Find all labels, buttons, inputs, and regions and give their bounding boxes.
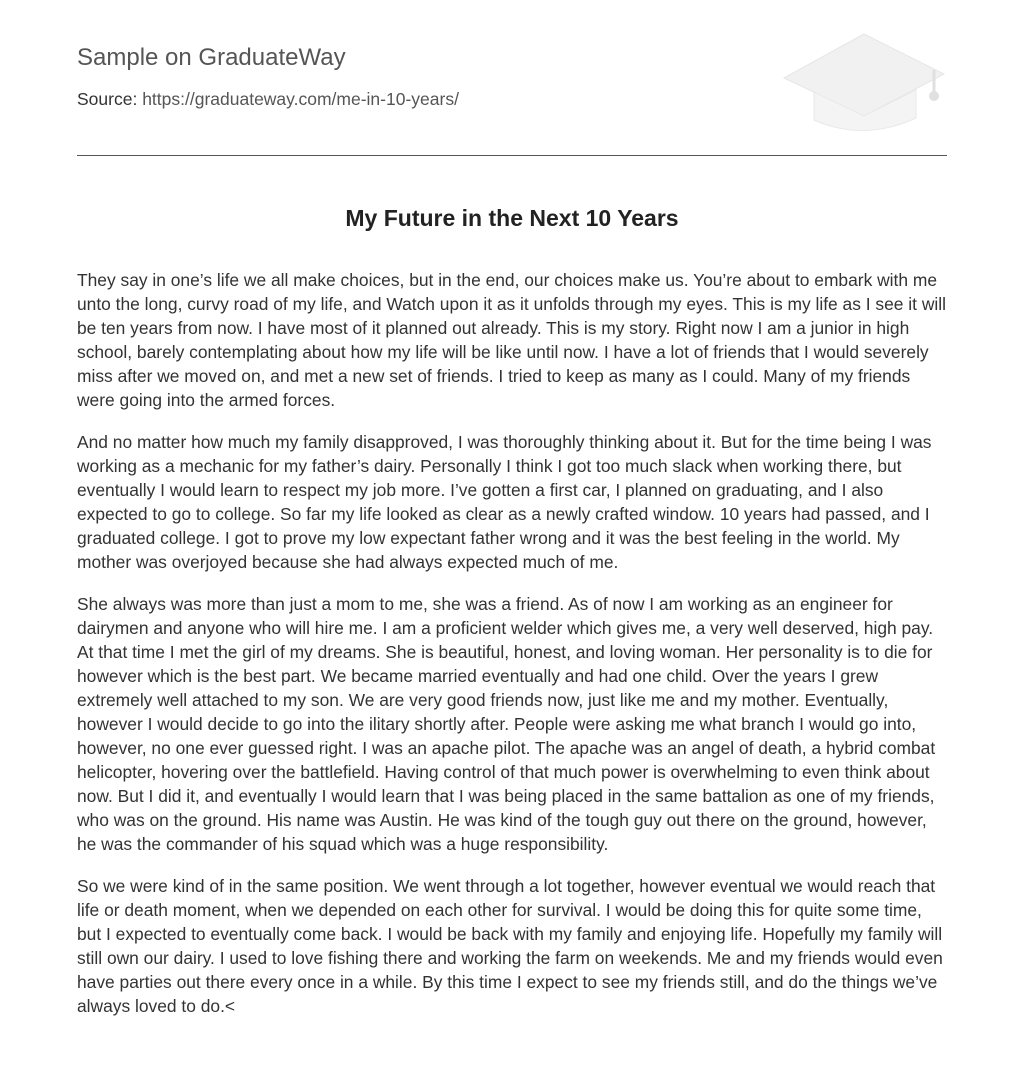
essay-paragraph: And no matter how much my family disapproved, I was thoroughly thinking about it. But for the time being I was working as a mechanic for my father’s dairy. Personally I think I got too much slack when working there, but eventually I would learn to respect my job more. I’ve gotten a first car, I planned on graduating, and I also expected to go to college. So far my life looked as clear as a newly crafted window. 10 years had passed, and I graduated college. I got to prove my low expectant father wrong and it was the best feeling in the world. My mother was overjoyed because she had always expected much of me.: [77, 432, 932, 572]
graduation-cap-icon: [780, 30, 948, 134]
header-divider: [77, 155, 947, 156]
page-header: [77, 0, 947, 156]
essay-paragraph: They say in one’s life we all make choices, but in the end, our choices make us. You’re about to embark with me unto the long, curvy road of my life, and Watch upon it as it unfolds through my eyes. This is my life as I see it will be ten years from now. I have most of it planned out already. This is my story. Right now I am a junior in high school, barely contemplating about how my life will be like until now. I have a lot of friends that I would severely miss after we moved on, and met a new set of friends. I tried to keep as many as I could. Many of my friends were going into the armed forces.: [77, 270, 946, 410]
essay-paragraph: So we were kind of in the same position. We went through a lot together, however eventual we would reach that life or death moment, when we depended on each other for survival. I would be doing this for quite some time, but I expected to eventually come back. I would be back with my family and enjoying life. Hopefully my family will still own our dairy. I used to love fishing there and working the farm on weekends. Me and my friends would even have parties out there every once in a while. By this time I expect to see my friends still, and do the things we’ve always loved to do.<: [77, 876, 943, 1016]
essay-body: [77, 268, 947, 1036]
source-line: [77, 89, 459, 110]
essay-paragraph: She always was more than just a mom to me, she was a friend. As of now I am working as an engineer for dairymen and anyone who will hire me. I am a proficient welder which gives me, a very well deserved, high pay. At that time I met the girl of my dreams. She is beautiful, honest, and loving woman. Her personality is to die for however which is the best part. We became married eventually and had one child. Over the years I grew extremely well attached to my son. We are very good friends now, just like me and my mother. Eventually, however I would decide to go into the ilitary shortly after. People were asking me what branch I would go into, however, no one ever guessed right. I was an apache pilot. The apache was an angel of death, a hybrid combat helicopter, hovering over the battlefield. Having control of that much power is overwhelming to even think about now. But I did it, and eventually I would learn that I was being placed in the same battalion as one of my friends, who was on the ground. His name was Austin. He was kind of the tough guy out there on the ground, however, he was the commander of his squad which was a huge responsibility.: [77, 594, 936, 854]
source-label: Source:: [77, 89, 138, 109]
site-title: Sample on GraduateWay: [77, 44, 346, 71]
source-link[interactable]: https://graduateway.com/me-in-10-years/: [142, 89, 459, 109]
essay-title: My Future in the Next 10 Years: [345, 205, 679, 231]
